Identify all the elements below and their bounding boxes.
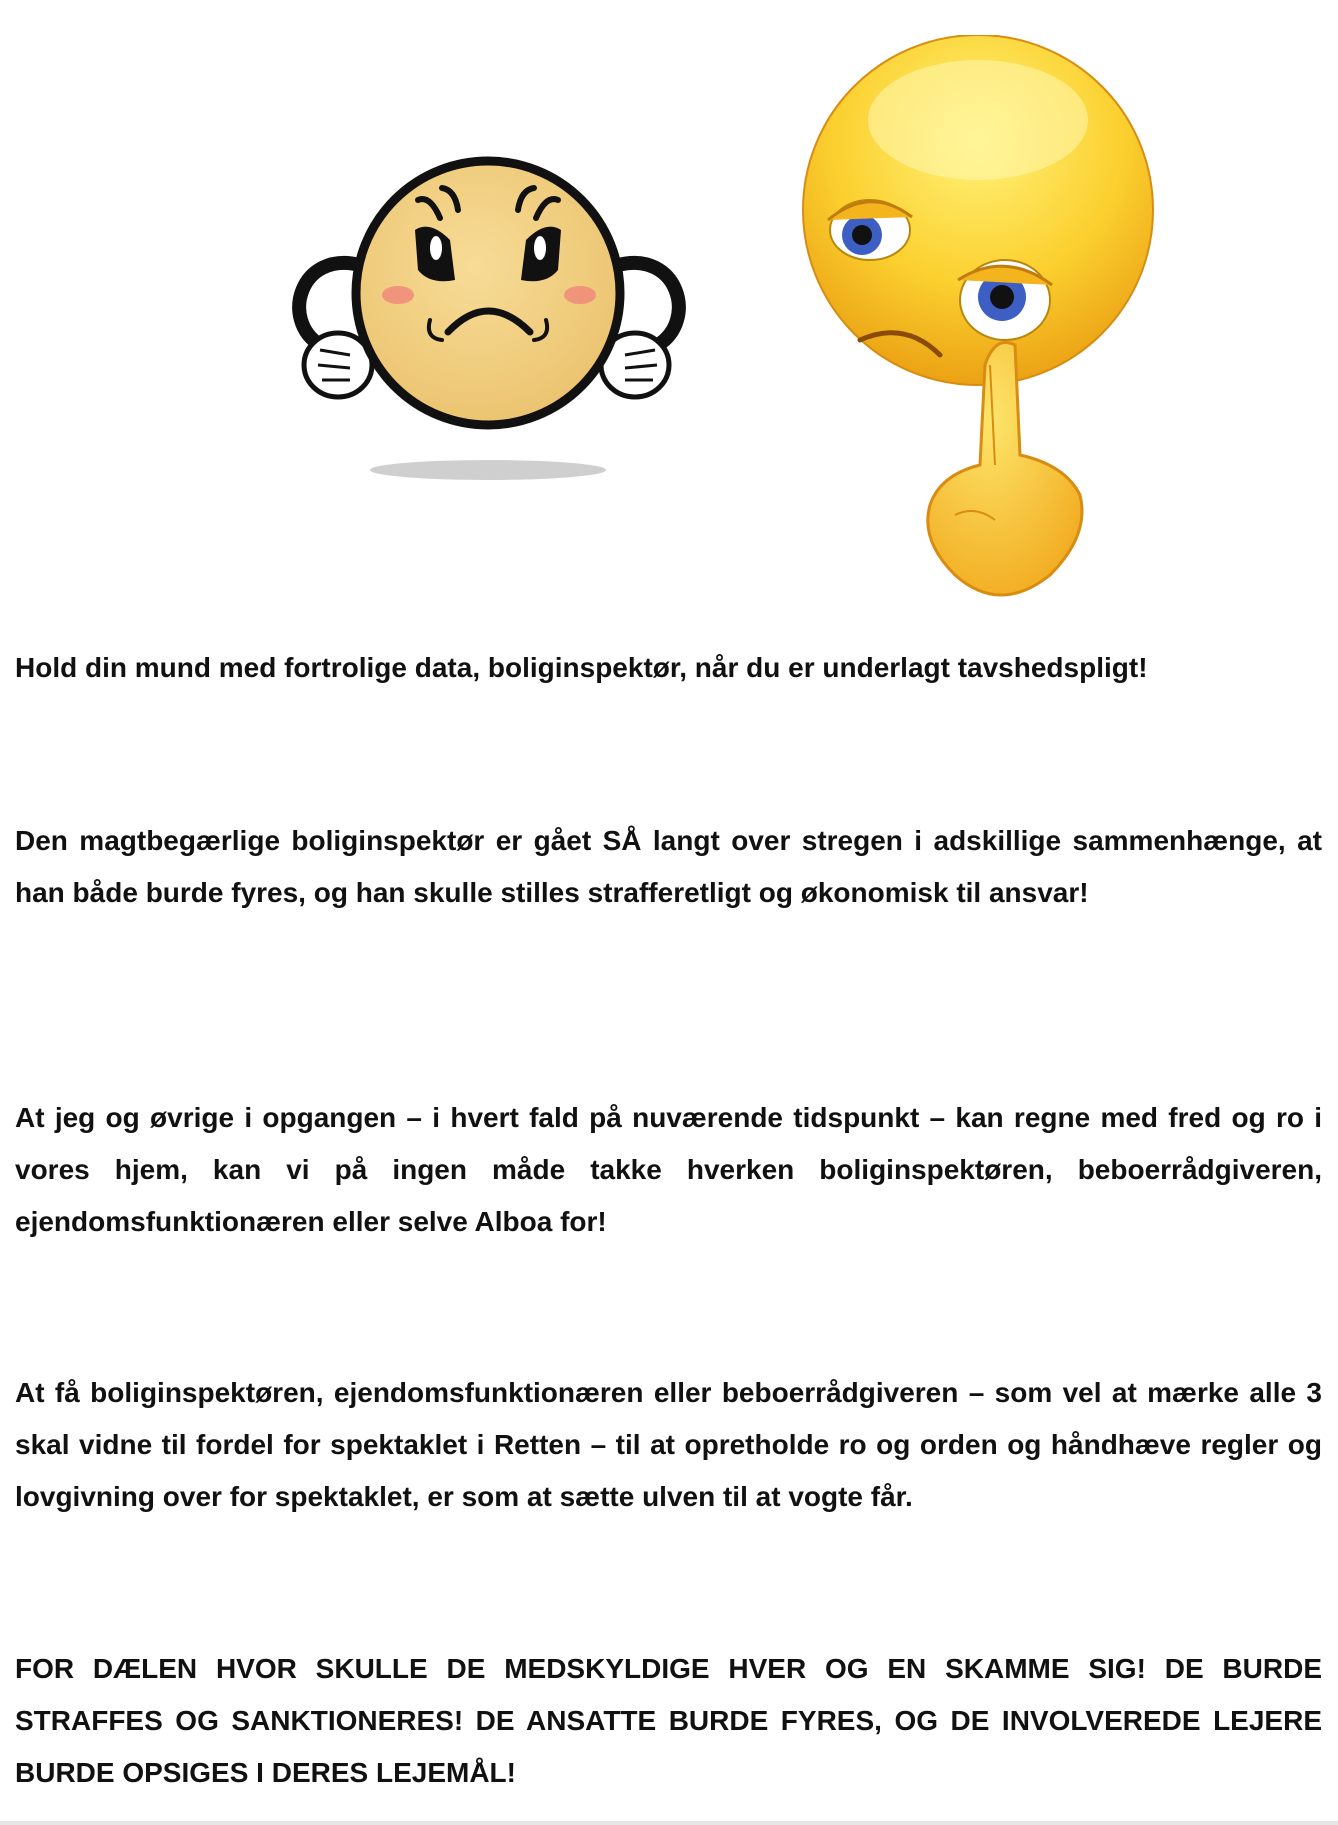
page-bottom-edge	[0, 1821, 1338, 1825]
image-area	[0, 0, 1338, 610]
paragraph-4: At få boliginspektøren, ejendomsfunktionæren eller beboerrådgiveren – som vel at mærke alle 3 skal vidne til fordel for spektaklet i Retten – til at opretholde ro og orden og håndhæve regler og lovgivning over for spektaklet, er som at sætte ulven til at vogte får.	[15, 1377, 1322, 1512]
grumpy-face-icon	[280, 140, 710, 500]
paragraph-1: Hold din mund med fortrolige data, boliginspektør, når du er underlagt tavshedspligt!	[15, 652, 1148, 683]
paragraph-2: Den magtbegærlige boliginspektør er gået SÅ langt over stregen i adskillige sammenhænge, at han både burde fyres, og han skulle stilles strafferetligt og økonomisk til ansvar!	[15, 825, 1322, 908]
paragraph-3: At jeg og øvrige i opgangen – i hvert fald på nuværende tidspunkt – kan regne med fred og ro i vores hjem, kan vi på ingen måde takke hverken boliginspektøren, beboerrådgiveren, ejendomsfunktionæren eller selve Alboa for!	[15, 1102, 1322, 1237]
finger-pulling-eyelid-emoji-icon	[790, 35, 1170, 605]
paragraph-5: FOR DÆLEN HVOR SKULLE DE MEDSKYLDIGE HVER OG EN SKAMME SIG! DE BURDE STRAFFES OG SANKTIONERES! DE ANSATTE BURDE FYRES, OG DE INVOLVEREDE LEJERE BURDE OPSIGES I DERES LEJEMÅL!	[15, 1653, 1322, 1788]
shadow	[370, 460, 606, 480]
